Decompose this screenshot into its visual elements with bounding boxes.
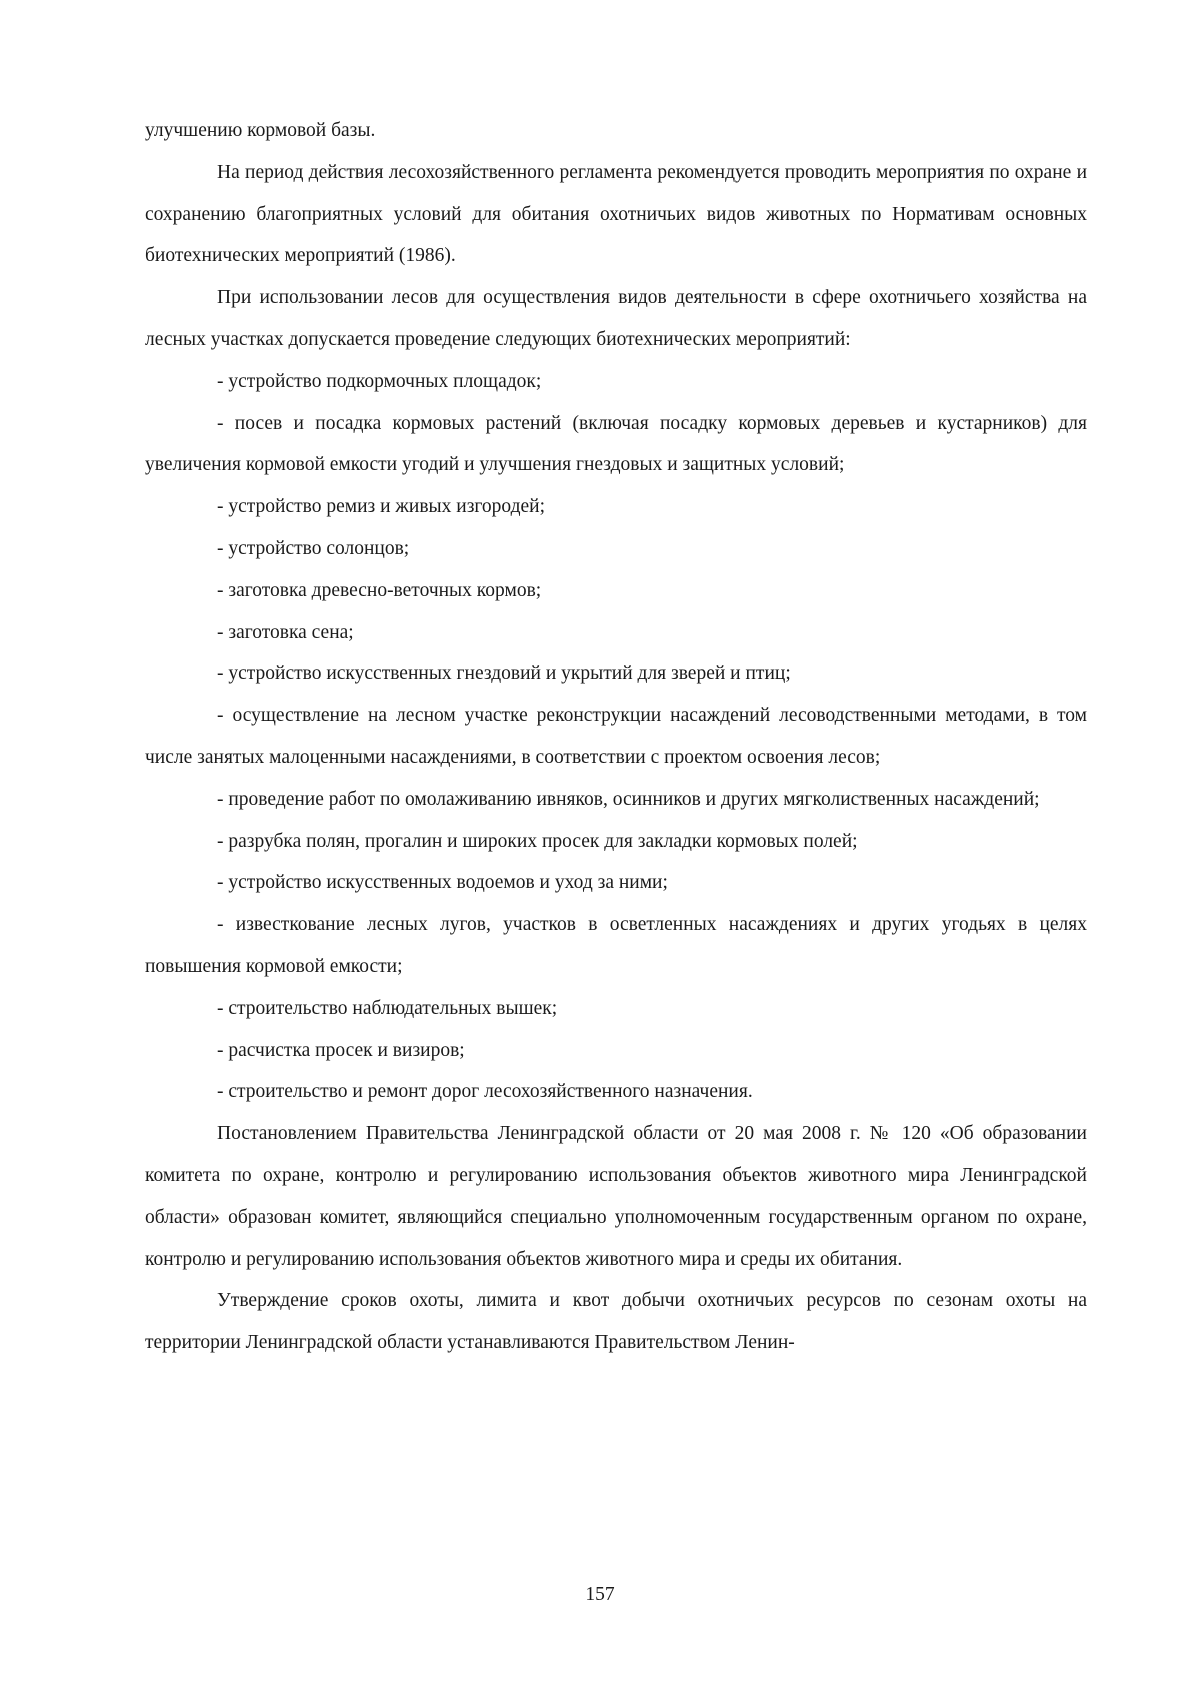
list-item: - расчистка просек и визиров; bbox=[217, 1039, 465, 1061]
list-item: - проведение работ по омолаживанию ивняков, осинников и других мягколиственных насаждений; bbox=[217, 788, 1040, 810]
list-item: - заготовка сена; bbox=[217, 621, 354, 643]
paragraph-regulation-period: На период действия лесохозяйственного регламента рекомендуется проводить мероприятия по охране и сохранению благоприятных условий для обитания охотничьих видов животных по Нормативам основных биотехнических мероприятий (1986). bbox=[145, 161, 1087, 267]
paragraph-hunting-terms: Утверждение сроков охоты, лимита и квот добычи охотничьих ресурсов по сезонам охоты на территории Ленинградской области устанавливаются Правительством Ленин- bbox=[145, 1290, 1087, 1354]
paragraph-forest-use: При использовании лесов для осуществления видов деятельности в сфере охотничьего хозяйства на лесных участках допускается проведение следующих биотехнических мероприятий: bbox=[145, 287, 1087, 350]
list-item: - устройство ремиз и живых изгородей; bbox=[217, 496, 546, 518]
list-item: - устройство искусственных водоемов и уход за ними; bbox=[217, 872, 668, 894]
list-item: - осуществление на лесном участке реконструкции насаждений лесоводственными методами, в том числе занятых малоценными насаждениями, в соответствии с проектом освоения лесов; bbox=[145, 705, 1087, 768]
paragraph-resolution: Постановлением Правительства Ленинградской области от 20 мая 2008 г. № 120 «Об образовании комитета по охране, контролю и регулированию использования объектов животного мира Ленинградской области» образован комитет, являющийся специально уполномоченным государственным органом по охране, контролю и регулированию использования объектов животного мира и среды их обитания. bbox=[145, 1123, 1087, 1270]
list-item: - устройство искусственных гнездовий и укрытий для зверей и птиц; bbox=[217, 663, 791, 685]
paragraph-continuation: улучшению кормовой базы. bbox=[145, 120, 376, 141]
list-item: - строительство и ремонт дорог лесохозяйственного назначения. bbox=[217, 1081, 753, 1103]
list-item: - разрубка полян, прогалин и широких просек для закладки кормовых полей; bbox=[217, 830, 858, 852]
list-item: - заготовка древесно-веточных кормов; bbox=[217, 579, 542, 601]
page-number: 157 bbox=[585, 1584, 615, 1605]
body-text bbox=[145, 110, 1087, 1364]
list-item: - строительство наблюдательных вышек; bbox=[217, 997, 558, 1019]
list-item: - устройство подкормочных площадок; bbox=[217, 370, 542, 392]
list-item: - известкование лесных лугов, участков в осветленных насаждениях и других угодьях в целях повышения кормовой емкости; bbox=[145, 914, 1087, 977]
list-item: - устройство солонцов; bbox=[217, 537, 410, 559]
list-item: - посев и посадка кормовых растений (включая посадку кормовых деревьев и кустарников) для увеличения кормовой емкости угодий и улучшения гнездовых и защитных условий; bbox=[145, 412, 1087, 476]
